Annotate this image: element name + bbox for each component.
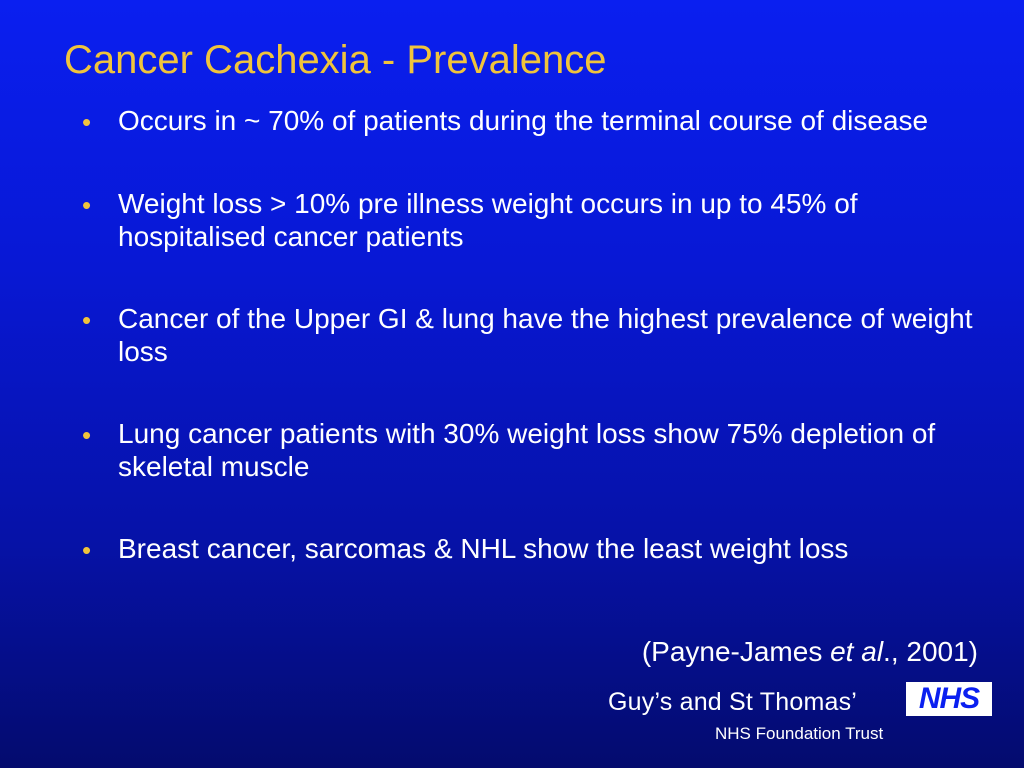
bullet-item bbox=[80, 187, 1000, 253]
slide-title: Cancer Cachexia - Prevalence bbox=[64, 38, 607, 82]
bullet-text: Lung cancer patients with 30% weight loss show 75% depletion of skeletal muscle bbox=[118, 418, 936, 482]
bullet-icon: • bbox=[82, 305, 92, 335]
citation bbox=[642, 636, 978, 668]
bullet-text: Cancer of the Upper GI & lung have the highest prevalence of weight loss bbox=[118, 303, 973, 367]
bullet-icon: • bbox=[82, 420, 92, 450]
trust-name: Guy’s and St Thomas’ bbox=[608, 688, 858, 716]
bullet-item bbox=[80, 302, 1000, 368]
bullet-item bbox=[80, 417, 1000, 483]
citation-year: ., 2001) bbox=[883, 636, 978, 667]
citation-author: (Payne-James bbox=[641, 636, 831, 667]
bullet-text: Occurs in ~ 70% of patients during the terminal course of disease bbox=[118, 105, 929, 136]
bullet-text: Breast cancer, sarcomas & NHL show the least weight loss bbox=[118, 533, 849, 564]
bullet-icon: • bbox=[82, 107, 92, 137]
nhs-logo bbox=[906, 682, 992, 716]
bullet-item bbox=[80, 532, 1000, 565]
bullet-icon: • bbox=[82, 535, 92, 565]
bullet-text: Weight loss > 10% pre illness weight occurs in up to 45% of hospitalised cancer patients bbox=[118, 188, 858, 252]
citation-et-al: et al bbox=[830, 636, 884, 667]
trust-subtitle: NHS Foundation Trust bbox=[715, 724, 884, 743]
bullet-list bbox=[80, 104, 1000, 565]
bullet-item bbox=[80, 104, 1000, 137]
bullet-icon: • bbox=[82, 190, 92, 220]
nhs-logo-text: NHS bbox=[918, 682, 980, 715]
